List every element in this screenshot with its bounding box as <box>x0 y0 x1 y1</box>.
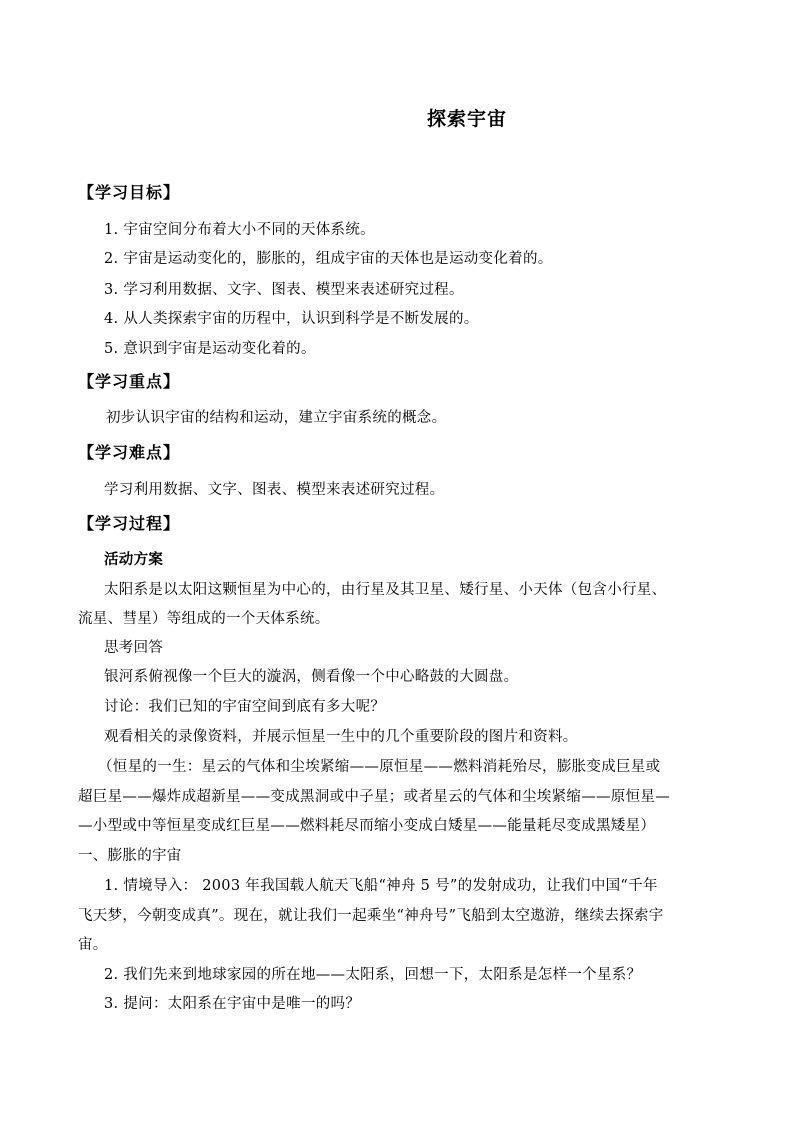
objective-item-3: 3. 学习利用数据、文字、图表、模型来表述研究过程。 <box>104 282 464 298</box>
process-line: 银河系俯视像一个巨大的漩涡，侧看像一个中心略鼓的大圆盘。 <box>104 669 519 685</box>
process-heading: 【学习过程】 <box>78 514 181 533</box>
process-line: 飞天梦，今朝变成真”。现在，就让我们一起乘坐“神舟号”飞船到太空遨游，继续去探索宇 <box>78 908 664 924</box>
activity-plan-label: 活动方案 <box>104 552 164 568</box>
process-line: 观看相关的录像资料，并展示恒星一生中的几个重要阶段的图片和资料。 <box>104 729 578 745</box>
process-line: —小型或中等恒星变成红巨星——燃料耗尽而缩小变成白矮星——能量耗尽变成黑矮星） <box>78 818 656 834</box>
difficulty-text: 学习利用数据、文字、图表、模型来表述研究过程。 <box>104 482 445 498</box>
section-expanding-universe: 一、膨胀的宇宙 <box>78 848 182 864</box>
process-line: （恒星的一生：星云的气体和尘埃紧缩——原恒星——燃料消耗殆尽，膨胀变成巨星或 <box>98 759 661 775</box>
process-line: 1. 情境导入： 2003 年我国载人航天飞船“神舟 5 号”的发射成功，让我们中国“千年 <box>104 878 658 894</box>
process-line: 太阳系是以太阳这颗恒星为中心的，由行星及其卫星、矮行星、小天体（包含小行星、 <box>104 582 667 598</box>
focus-text: 初步认识宇宙的结构和运动，建立宇宙系统的概念。 <box>106 410 447 426</box>
objectives-heading: 【学习目标】 <box>78 183 181 202</box>
objective-item-4: 4. 从人类探索宇宙的历程中，认识到科学是不断发展的。 <box>104 311 479 327</box>
objective-item-1: 1. 宇宙空间分布着大小不同的天体系统。 <box>104 222 375 238</box>
focus-heading: 【学习重点】 <box>78 372 181 391</box>
process-line: 2. 我们先来到地球家园的所在地——太阳系，回想一下，太阳系是怎样一个星系？ <box>104 967 642 983</box>
page-title: 探索宇宙 <box>426 108 507 130</box>
difficulty-heading: 【学习难点】 <box>78 443 181 462</box>
process-line: 宙。 <box>78 937 108 953</box>
objective-item-2: 2. 宇宙是运动变化的，膨胀的，组成宇宙的天体也是运动变化着的。 <box>104 251 553 267</box>
objective-item-5: 5. 意识到宇宙是运动变化着的。 <box>104 341 316 357</box>
process-line: 思考回答 <box>104 640 164 656</box>
process-line: 3. 提问：太阳系在宇宙中是唯一的吗？ <box>104 996 361 1012</box>
process-line: 流星、彗星）等组成的一个天体系统。 <box>78 611 330 627</box>
process-line: 讨论：我们已知的宇宙空间到底有多大呢？ <box>104 699 386 715</box>
process-line: 超巨星——爆炸成超新星——变成黑洞或中子星；或者星云的气体和尘埃紧缩——原恒星— <box>78 789 670 805</box>
